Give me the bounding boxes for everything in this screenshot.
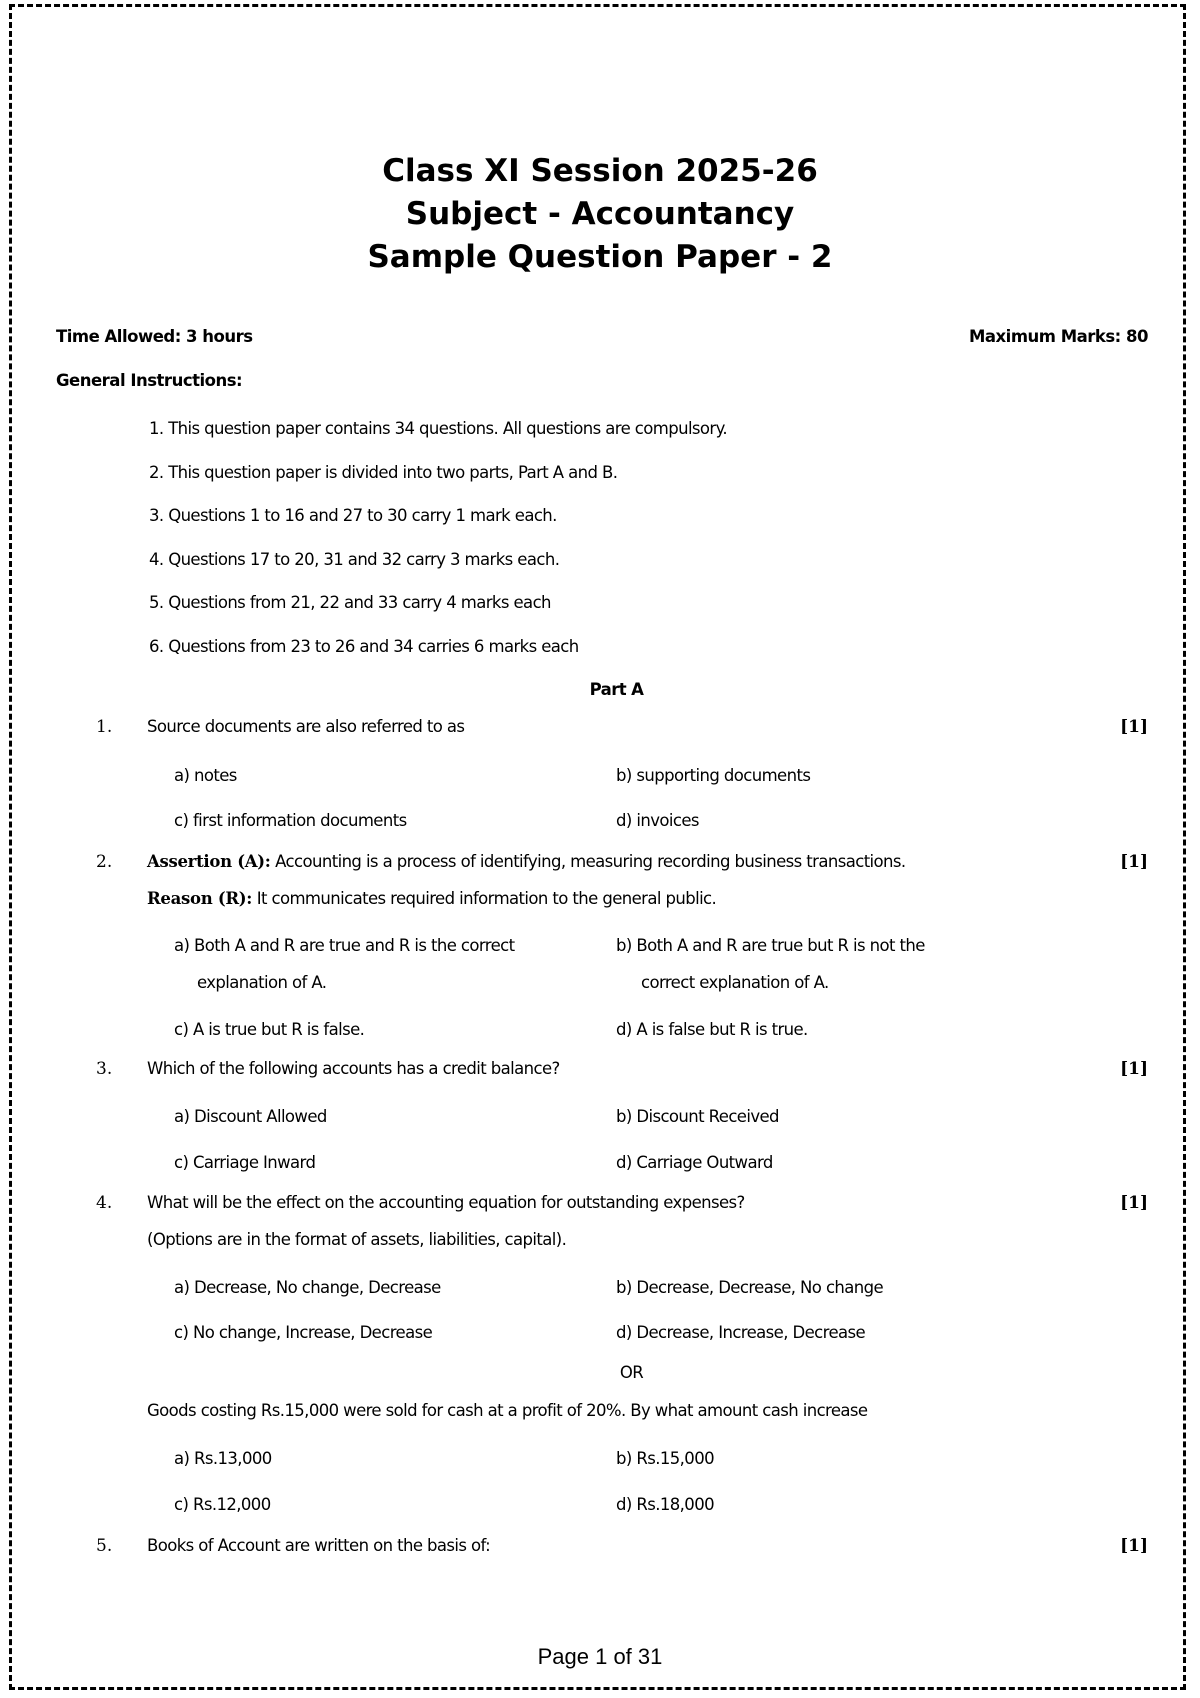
part-a-heading: Part A xyxy=(589,680,644,699)
question-marks: [1] xyxy=(1120,717,1148,737)
or-separator: OR xyxy=(619,1363,644,1382)
instruction-item: 3. Questions 1 to 16 and 27 to 30 carry 1 mark each. xyxy=(149,506,557,525)
option-c: c) No change, Increase, Decrease xyxy=(174,1323,433,1342)
assertion-label: Assertion (A): xyxy=(147,852,271,871)
instruction-item: 1. This question paper contains 34 questions. All questions are compulsory. xyxy=(149,419,728,438)
option-a: a) Rs.13,000 xyxy=(174,1449,272,1468)
instruction-item: 4. Questions 17 to 20, 31 and 32 carry 3 marks each. xyxy=(149,550,560,569)
option-d: d) invoices xyxy=(616,811,699,830)
option-d: d) Carriage Outward xyxy=(616,1153,773,1172)
option-d: d) Decrease, Increase, Decrease xyxy=(616,1323,866,1342)
question-number: 1. xyxy=(96,717,113,737)
question-text: What will be the effect on the accounting equation for outstanding expenses? xyxy=(147,1193,745,1212)
option-a: a) Discount Allowed xyxy=(174,1107,327,1126)
assertion-text: Accounting is a process of identifying, measuring recording business transactions. xyxy=(270,852,906,871)
general-instructions-heading: General Instructions: xyxy=(56,371,243,390)
option-b: b) Both A and R are true but R is not the xyxy=(616,936,925,955)
option-b-continued: correct explanation of A. xyxy=(641,973,829,992)
option-b: b) supporting documents xyxy=(616,766,811,785)
question-marks: [1] xyxy=(1120,1059,1148,1079)
option-a: a) Decrease, No change, Decrease xyxy=(174,1278,441,1297)
instruction-item: 6. Questions from 23 to 26 and 34 carries 6 marks each xyxy=(149,637,579,656)
question-marks: [1] xyxy=(1120,1193,1148,1213)
option-c: c) Rs.12,000 xyxy=(174,1495,271,1514)
question-marks: [1] xyxy=(1120,1536,1148,1556)
question-number: 3. xyxy=(96,1059,113,1079)
question-text-alternative: Goods costing Rs.15,000 were sold for cash at a profit of 20%. By what amount cash increase xyxy=(147,1401,868,1420)
option-a: a) Both A and R are true and R is the correct xyxy=(174,936,515,955)
question-text-note: (Options are in the format of assets, liabilities, capital). xyxy=(147,1230,567,1249)
question-number: 2. xyxy=(96,852,113,872)
question-reason xyxy=(147,888,716,910)
question-number: 5. xyxy=(96,1536,113,1556)
option-c: c) Carriage Inward xyxy=(174,1153,316,1172)
question-number: 4. xyxy=(96,1193,113,1213)
question-assertion xyxy=(147,851,906,873)
option-d: d) A is false but R is true. xyxy=(616,1020,808,1039)
time-allowed: Time Allowed: 3 hours xyxy=(56,327,253,346)
paper-title-subject: Subject - Accountancy xyxy=(405,196,795,232)
option-c: c) first information documents xyxy=(174,811,407,830)
option-d: d) Rs.18,000 xyxy=(616,1495,714,1514)
maximum-marks: Maximum Marks: 80 xyxy=(968,327,1148,346)
reason-text: It communicates required information to the general public. xyxy=(252,889,717,908)
paper-title-class: Class XI Session 2025-26 xyxy=(382,153,818,189)
option-b: b) Rs.15,000 xyxy=(616,1449,714,1468)
instruction-item: 5. Questions from 21, 22 and 33 carry 4 marks each xyxy=(149,593,551,612)
page-number: Page 1 of 31 xyxy=(537,1644,663,1669)
question-text: Source documents are also referred to as xyxy=(147,717,465,736)
instruction-item: 2. This question paper is divided into two parts, Part A and B. xyxy=(149,463,618,482)
option-c: c) A is true but R is false. xyxy=(174,1020,365,1039)
option-a-continued: explanation of A. xyxy=(197,973,327,992)
reason-label: Reason (R): xyxy=(147,889,253,908)
option-a: a) notes xyxy=(174,766,237,785)
option-b: b) Decrease, Decrease, No change xyxy=(616,1278,884,1297)
question-marks: [1] xyxy=(1120,852,1148,872)
paper-title-sample: Sample Question Paper - 2 xyxy=(367,239,833,275)
question-text: Which of the following accounts has a credit balance? xyxy=(147,1059,560,1078)
question-text: Books of Account are written on the basis of: xyxy=(147,1536,491,1555)
option-b: b) Discount Received xyxy=(616,1107,779,1126)
